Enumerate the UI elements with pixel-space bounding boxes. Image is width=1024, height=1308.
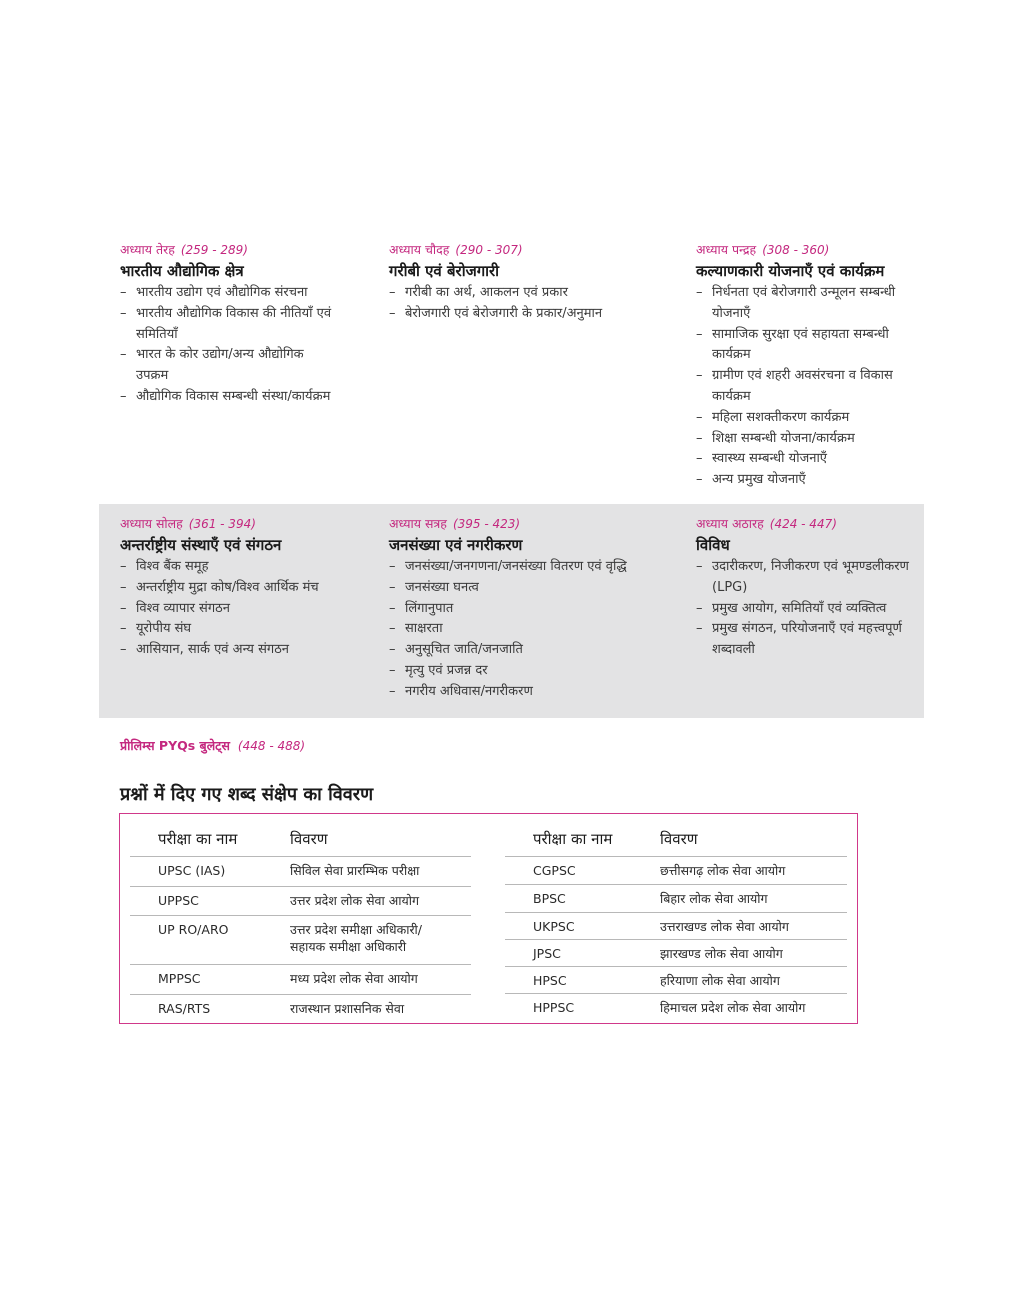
- abbreviation-table-left: [130, 822, 471, 1023]
- list-item: – ग्रामीण एवं शहरी अवसंरचना व विकास कार्यक्रम: [696, 366, 921, 408]
- chapter-18: [696, 514, 921, 661]
- exam-description: राजस्थान प्रशासनिक सेवा: [290, 1001, 405, 1016]
- chapter-heading: अध्याय सोलह (361 - 394): [120, 516, 256, 531]
- list-item: – निर्धनता एवं बेरोजगारी उन्मूलन सम्बन्धी योजनाएँ: [696, 283, 921, 325]
- chapter-title: कल्याणकारी योजनाएँ एवं कार्यक्रम: [696, 262, 885, 280]
- table-row: [505, 884, 847, 912]
- exam-description: मध्य प्रदेश लोक सेवा आयोग: [290, 971, 418, 986]
- chapter-pages: (259 - 289): [180, 243, 248, 257]
- table-header: [505, 822, 847, 856]
- list-item: – जनसंख्या/जनगणना/जनसंख्या वितरण एवं वृद्धि: [389, 557, 689, 578]
- chapter-title: गरीबी एवं बेरोजगारी: [389, 262, 500, 280]
- abbreviation-heading: प्रश्नों में दिए गए शब्द संक्षेप का विवरण: [120, 784, 374, 805]
- list-item: – उदारीकरण, निजीकरण एवं भूमण्डलीकरण (LPG): [696, 557, 921, 599]
- list-item: – अन्तर्राष्ट्रीय मुद्रा कोष/विश्व आर्थिक मंच: [120, 578, 345, 599]
- chapter-heading: अध्याय सत्रह (395 - 423): [389, 516, 521, 531]
- chapter-heading: अध्याय तेरह (259 - 289): [120, 242, 248, 257]
- chapter-title: अन्तर्राष्ट्रीय संस्थाएँ एवं संगठन: [120, 536, 282, 554]
- chapter-17: [389, 514, 689, 703]
- table-row: [505, 966, 847, 993]
- exam-name: HPPSC: [533, 1000, 575, 1015]
- abbreviation-table-right: [505, 822, 847, 1020]
- exam-name: BPSC: [533, 891, 566, 906]
- chapter-16: [120, 514, 345, 661]
- exam-name: JPSC: [533, 946, 561, 961]
- table-row: [130, 964, 471, 994]
- table-row: [130, 915, 471, 964]
- exam-description: हरियाणा लोक सेवा आयोग: [660, 973, 780, 988]
- exam-name: UP RO/ARO: [158, 922, 229, 937]
- column-header-exam: परीक्षा का नाम: [533, 830, 613, 848]
- exam-description: उत्तर प्रदेश लोक सेवा आयोग: [290, 893, 419, 908]
- exam-description: हिमाचल प्रदेश लोक सेवा आयोग: [660, 1000, 806, 1015]
- exam-description: सिविल सेवा प्रारम्भिक परीक्षा: [290, 863, 420, 878]
- list-item: – जनसंख्या घनत्व: [389, 578, 689, 599]
- table-row: [505, 912, 847, 939]
- chapter-title: भारतीय औद्योगिक क्षेत्र: [120, 262, 244, 280]
- list-item: – नगरीय अधिवास/नगरीकरण: [389, 682, 689, 703]
- chapter-15: [696, 240, 921, 491]
- prelims-pages: (448 - 488): [237, 739, 306, 753]
- chapter-heading: अध्याय चौदह (290 - 307): [389, 242, 523, 257]
- list-item: – विश्व व्यापार संगठन: [120, 599, 345, 620]
- exam-description: उत्तर प्रदेश समीक्षा अधिकारी/ सहायक समीक्षा अधिकारी: [290, 922, 423, 954]
- chapter-heading: अध्याय पन्द्रह (308 - 360): [696, 242, 830, 257]
- topic-list: [389, 283, 679, 325]
- list-item: – मृत्यु एवं प्रजन्न दर: [389, 661, 689, 682]
- list-item: – गरीबी का अर्थ, आकलन एवं प्रकार: [389, 283, 679, 304]
- exam-name: CGPSC: [533, 863, 576, 878]
- exam-name: HPSC: [533, 973, 567, 988]
- chapter-pages: (395 - 423): [452, 517, 521, 531]
- list-item: – महिला सशक्तीकरण कार्यक्रम: [696, 408, 921, 429]
- table-row: [130, 856, 471, 886]
- list-item: – यूरोपीय संघ: [120, 619, 345, 640]
- list-item: – बेरोजगारी एवं बेरोजगारी के प्रकार/अनुमान: [389, 304, 679, 325]
- column-header-description: विवरण: [290, 829, 328, 848]
- list-item: – साक्षरता: [389, 619, 689, 640]
- chapter-pages: (361 - 394): [188, 517, 256, 531]
- exam-name: UKPSC: [533, 919, 575, 934]
- chapter-13: [120, 240, 340, 408]
- table-header: [130, 822, 471, 856]
- table-row: [505, 856, 847, 884]
- list-item: – लिंगानुपात: [389, 599, 689, 620]
- chapter-14: [389, 240, 679, 325]
- chapter-pages: (424 - 447): [769, 517, 837, 531]
- list-item: – स्वास्थ्य सम्बन्धी योजनाएँ: [696, 449, 921, 470]
- list-item: – औद्योगिक विकास सम्बन्धी संस्था/कार्यक्रम: [120, 387, 340, 408]
- topic-list: [696, 557, 921, 661]
- chapter-heading: अध्याय अठारह (424 - 447): [696, 516, 837, 531]
- exam-description: छत्तीसगढ़ लोक सेवा आयोग: [660, 863, 786, 878]
- chapter-pages: (308 - 360): [762, 243, 830, 257]
- table-row: [505, 993, 847, 1020]
- chapter-pages: (290 - 307): [455, 243, 523, 257]
- table-row: [130, 886, 471, 915]
- topic-list: [389, 557, 689, 703]
- list-item: – भारतीय उद्योग एवं औद्योगिक संरचना: [120, 283, 340, 304]
- exam-name: MPPSC: [158, 971, 201, 986]
- table-row: [130, 994, 471, 1023]
- list-item: – विश्व बैंक समूह: [120, 557, 345, 578]
- exam-description: झारखण्ड लोक सेवा आयोग: [660, 946, 783, 961]
- topic-list: [120, 283, 340, 408]
- list-item: – शिक्षा सम्बन्धी योजना/कार्यक्रम: [696, 429, 921, 450]
- exam-name: UPPSC: [158, 893, 199, 908]
- exam-name: RAS/RTS: [158, 1001, 211, 1016]
- list-item: – अनुसूचित जाति/जनजाति: [389, 640, 689, 661]
- list-item: – सामाजिक सुरक्षा एवं सहायता सम्बन्धी कार्यक्रम: [696, 325, 921, 367]
- exam-description: उत्तराखण्ड लोक सेवा आयोग: [660, 919, 789, 934]
- topic-list: [696, 283, 921, 491]
- column-header-exam: परीक्षा का नाम: [158, 830, 238, 848]
- list-item: – आसियान, सार्क एवं अन्य संगठन: [120, 640, 345, 661]
- prelims-pyq-heading: प्रीलिम्स PYQs बुलेट्स (448 - 488): [120, 738, 306, 753]
- abbreviation-box: [119, 813, 858, 1024]
- topic-list: [120, 557, 345, 661]
- exam-description: बिहार लोक सेवा आयोग: [660, 891, 768, 906]
- table-row: [505, 939, 847, 966]
- list-item: – भारत के कोर उद्योग/अन्य औद्योगिक उपक्रम: [120, 345, 340, 387]
- list-item: – प्रमुख संगठन, परियोजनाएँ एवं महत्त्वपूर्ण शब्दावली: [696, 619, 921, 661]
- list-item: – अन्य प्रमुख योजनाएँ: [696, 470, 921, 491]
- column-header-description: विवरण: [660, 829, 698, 848]
- exam-name: UPSC (IAS): [158, 863, 226, 878]
- list-item: – प्रमुख आयोग, समितियाँ एवं व्यक्तित्व: [696, 599, 921, 620]
- chapter-title: जनसंख्या एवं नगरीकरण: [389, 536, 523, 554]
- list-item: – भारतीय औद्योगिक विकास की नीतियाँ एवं समितियाँ: [120, 304, 340, 346]
- chapter-title: विविध: [696, 536, 730, 554]
